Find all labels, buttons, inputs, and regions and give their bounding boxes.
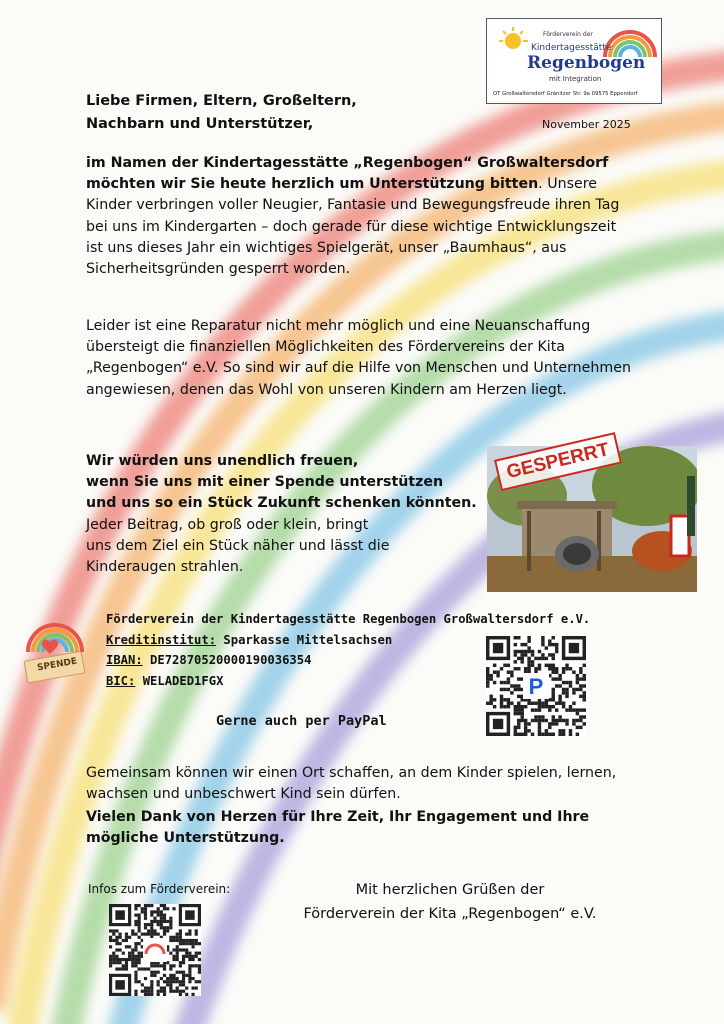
closing-line-2: Förderverein der Kita „Regenbogen“ e.V.	[303, 906, 597, 922]
intro-bold: im Namen der Kindertagesstätte „Regenbogen“ Großwaltersdorf möchten wir Sie heute herzlich um Unterstützung bitten	[86, 155, 609, 193]
letter-date: November 2025	[542, 118, 631, 131]
logo-address: OT Großwaltersdorf Gränitzer Str. 9a 09575 Eppendorf	[493, 91, 638, 97]
situation-paragraph: Leider ist eine Reparatur nicht mehr möglich und eine Neuanschaffung übersteigt die finanziellen Möglichkeiten des Fördervereins der Kita „Regenbogen“ e.V. So sind wir auf die Hilfe von Menschen und Unternehmen angewiesen, denen das Wohl von unseren Kindern am Herzen liegt.	[86, 318, 631, 398]
gesperrt-stamp: GESPERRT	[494, 432, 622, 491]
greeting-line-1: Liebe Firmen, Eltern, Großeltern,	[86, 93, 357, 109]
appeal-line-5: uns dem Ziel ein Stück näher und lässt die	[86, 537, 390, 554]
logo-integration: mit Integration	[549, 75, 602, 83]
bank-institute-label: Kreditinstitut:	[106, 632, 217, 647]
thanks-paragraph: Vielen Dank von Herzen für Ihre Zeit, Ihr Engagement und Ihre mögliche Unterstützung.	[86, 809, 590, 847]
together-paragraph: Gemeinsam können wir einen Ort schaffen, an dem Kinder spielen, lernen, wachsen und unbeschwert Kind sein dürfen.	[86, 765, 617, 803]
bank-org: Förderverein der Kindertagesstätte Regenbogen Großwaltersdorf e.V.	[106, 612, 591, 626]
bank-institute-value: Sparkasse Mittelsachsen	[216, 632, 393, 647]
donation-box-icon	[20, 616, 90, 684]
appeal-line-2: wenn Sie uns mit einer Spende unterstützen	[86, 474, 444, 491]
kita-logo	[486, 18, 662, 104]
bank-bic-value: WELADED1FGX	[135, 673, 224, 688]
closing-line-1: Mit herzlichen Grüßen der	[355, 882, 545, 898]
paypal-qr-code[interactable]	[486, 636, 586, 736]
logo-name: Regenbogen	[527, 53, 646, 73]
logo-top-line: Förderverein der	[543, 31, 593, 38]
closing	[300, 878, 600, 926]
appeal-line-3: und uns so ein Stück Zukunft schenken könnten.	[86, 495, 477, 512]
bank-iban-label: IBAN:	[106, 653, 143, 667]
appeal-paragraph	[86, 451, 496, 578]
greeting	[86, 90, 357, 136]
greeting-line-2: Nachbarn und Unterstützer,	[86, 116, 314, 132]
logo-kita: Kindertagesstätte	[531, 43, 612, 53]
info-qr-code[interactable]	[109, 904, 201, 996]
appeal-line-4: Jeder Beitrag, ob groß oder klein, bringt	[86, 516, 369, 533]
spende-label: SPENDE	[36, 656, 78, 674]
infos-label: Infos zum Förderverein:	[88, 882, 231, 896]
bank-bic-label: BIC:	[106, 673, 136, 688]
appeal-line-6: Kinderaugen strahlen.	[86, 559, 244, 576]
bank-iban-value: DE72870520000190036354	[142, 653, 312, 667]
intro-paragraph	[86, 153, 636, 280]
appeal-line-1: Wir würden uns unendlich freuen,	[86, 453, 359, 469]
paypal-note: Gerne auch per PayPal	[216, 713, 387, 729]
paypal-logo-icon: P	[528, 674, 544, 699]
sun-icon	[495, 25, 535, 55]
intro-rest: . Unsere Kinder verbringen voller Neugier, Fantasie und Bewegungsfreude ihren Tag bei uns im Kindergarten – doch gerade für diese wichtige Entwicklungszeit ist uns dieses Jahr ein wichtiges Spielgerät, unser „Baumhaus“, aus Sicherheitsgründen gesperrt worden.	[86, 176, 620, 278]
